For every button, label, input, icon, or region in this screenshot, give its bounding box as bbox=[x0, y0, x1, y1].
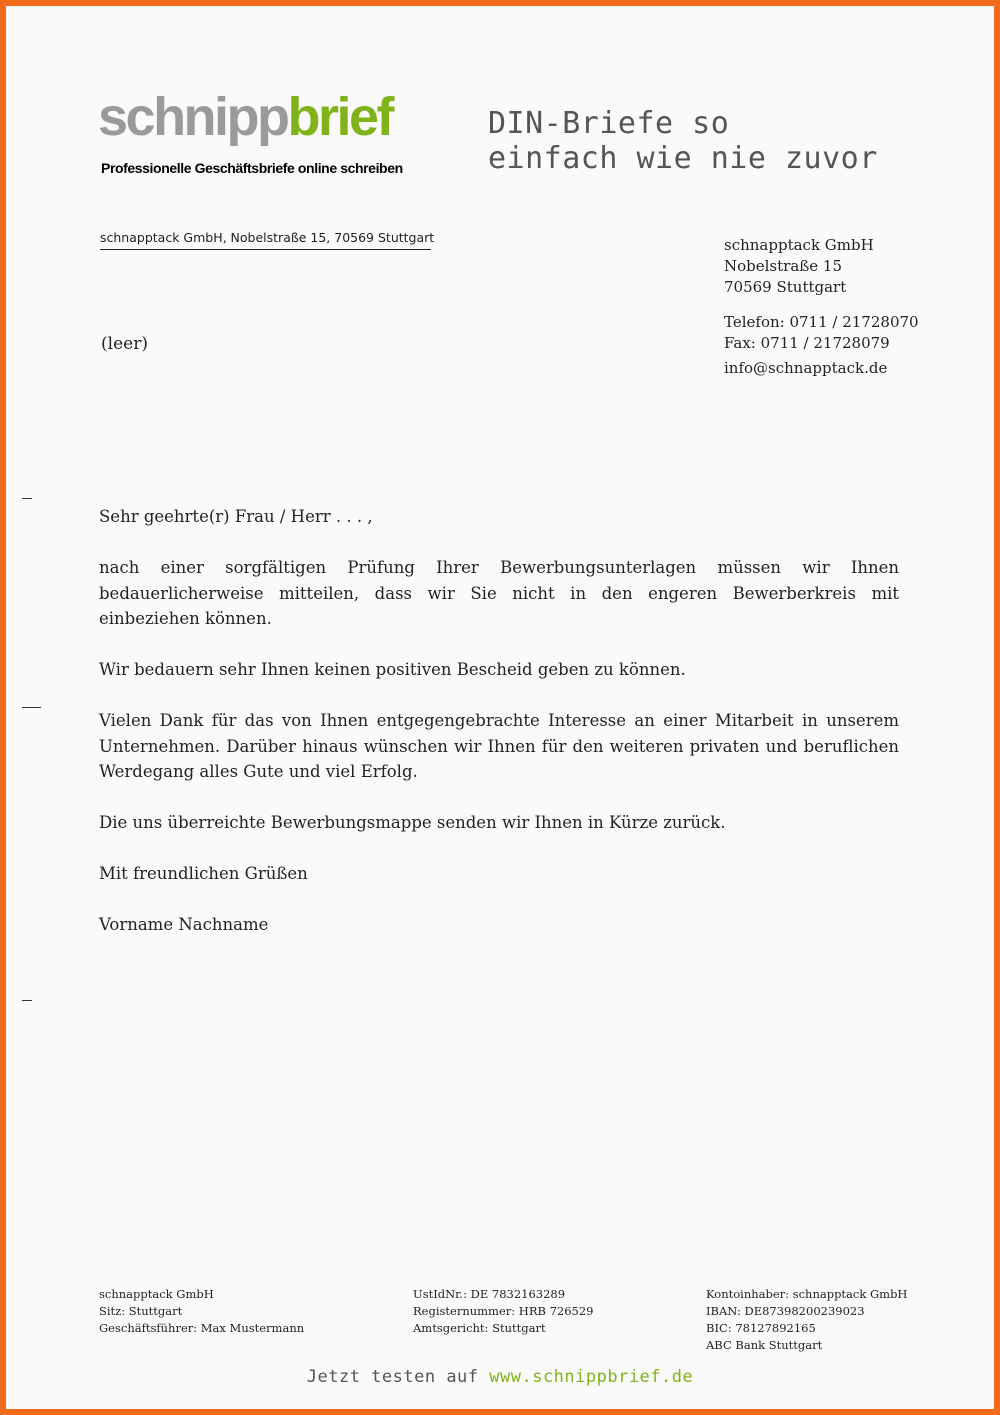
paragraph-2: Wir bedauern sehr Ihnen keinen positiven Bescheid geben zu können. bbox=[99, 660, 686, 679]
footer-line: Geschäftsführer: Max Mustermann bbox=[99, 1321, 305, 1335]
footer-line: Sitz: Stuttgart bbox=[99, 1304, 183, 1318]
footer-line: schnapptack GmbH bbox=[99, 1287, 214, 1301]
footer-line: IBAN: DE87398200239023 bbox=[706, 1304, 865, 1318]
footer-company bbox=[99, 1286, 304, 1337]
signature: Vorname Nachname bbox=[99, 915, 269, 934]
paragraph-3: Vielen Dank für das von Ihnen entgegengebrachte Interesse an einer Mitarbeit in unserem Unternehmen. Darüber hinaus wünschen wir Ihnen für den weiteren privaten und beruflichen Werdegang alles Gute und viel Erfolg. bbox=[99, 711, 899, 781]
cta-link[interactable]: www.schnippbrief.de bbox=[489, 1367, 694, 1387]
paragraph-1: nach einer sorgfältigen Prüfung Ihrer Bewerbungsunterlagen müssen wir Ihnen bedauerlicherweise mitteilen, dass wir Sie nicht in den engeren Bewerberkreis mit einbeziehen können. bbox=[99, 558, 899, 628]
sender-company: schnapptack GmbH bbox=[724, 236, 874, 254]
logo-part-green: brief bbox=[287, 87, 393, 147]
recipient-address: (leer) bbox=[101, 334, 148, 354]
footer-line: Registernummer: HRB 726529 bbox=[413, 1304, 594, 1318]
slogan-line-2: einfach wie nie zuvor bbox=[488, 141, 878, 176]
footer-cta bbox=[6, 1367, 994, 1387]
sender-fax: Fax: 0711 / 21728079 bbox=[724, 334, 890, 352]
fold-mark-bottom bbox=[22, 1000, 32, 1001]
logo bbox=[98, 87, 393, 147]
sender-email: info@schnapptack.de bbox=[724, 359, 888, 377]
sender-phone: Telefon: 0711 / 21728070 bbox=[724, 313, 919, 331]
fold-mark-top bbox=[22, 498, 32, 499]
slogan-line-1: DIN-Briefe so bbox=[488, 106, 730, 141]
salutation: Sehr geehrte(r) Frau / Herr . . . , bbox=[99, 507, 373, 526]
footer-line: Kontoinhaber: schnapptack GmbH bbox=[706, 1287, 908, 1301]
return-address: schnapptack GmbH, Nobelstraße 15, 70569 Stuttgart bbox=[100, 230, 431, 250]
footer-line: ABC Bank Stuttgart bbox=[706, 1338, 823, 1352]
footer-registry bbox=[413, 1286, 593, 1337]
sender-block bbox=[724, 235, 919, 379]
letter-body bbox=[99, 504, 899, 963]
paragraph-4: Die uns überreichte Bewerbungsmappe senden wir Ihnen in Kürze zurück. bbox=[99, 813, 726, 832]
sender-city: 70569 Stuttgart bbox=[724, 278, 847, 296]
footer-line: UstIdNr.: DE 7832163289 bbox=[413, 1287, 566, 1301]
tagline: Professionelle Geschäftsbriefe online schreiben bbox=[101, 160, 403, 176]
footer-bank bbox=[706, 1286, 907, 1354]
footer-line: BIC: 78127892165 bbox=[706, 1321, 816, 1335]
slogan bbox=[488, 106, 878, 176]
cta-text: Jetzt testen auf bbox=[306, 1367, 490, 1387]
logo-part-grey: schnipp bbox=[98, 87, 288, 147]
punch-mark bbox=[22, 707, 41, 708]
closing: Mit freundlichen Grüßen bbox=[99, 864, 308, 883]
footer-line: Amtsgericht: Stuttgart bbox=[413, 1321, 546, 1335]
sender-street: Nobelstraße 15 bbox=[724, 257, 843, 275]
